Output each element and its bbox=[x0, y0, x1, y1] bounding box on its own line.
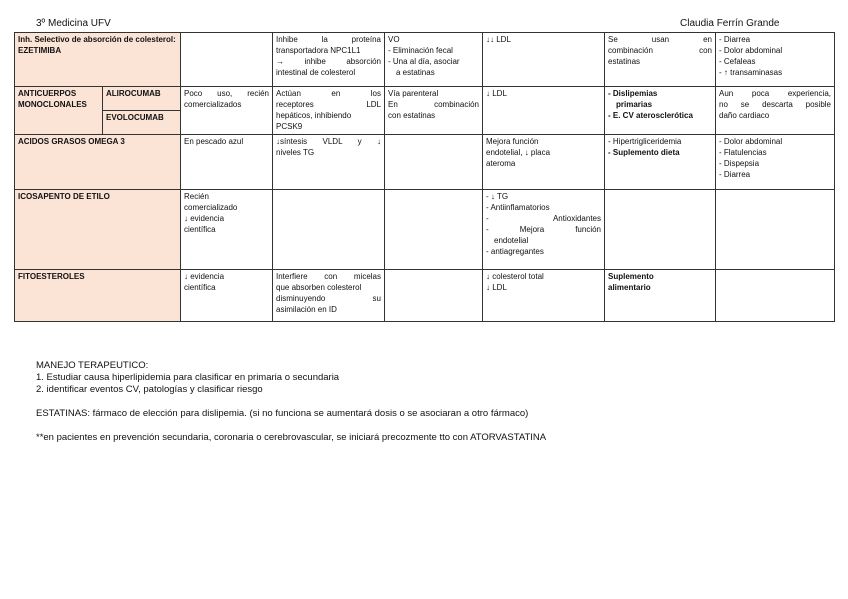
indication-cell: - Hipertrigliceridemia - Suplemento dieta bbox=[605, 135, 716, 190]
table-row bbox=[15, 135, 835, 190]
notes-item-2: 2. identificar eventos CV, patologías y clasificar riesgo bbox=[36, 384, 263, 395]
drug-label: ACIDOS GRASOS OMEGA 3 bbox=[15, 135, 181, 190]
notes-item-1: 1. Estudiar causa hiperlipidemia para clasificar en primaria o secundaria bbox=[36, 372, 340, 383]
prevencion-note: **en pacientes en prevención secundaria, coronaria o cerebrovascular, se iniciará precozmente tto con ATORVASTATINA bbox=[36, 432, 547, 443]
effect-cell: ↓ LDL bbox=[483, 87, 605, 135]
mechanism-cell: ↓síntesis VLDL y ↓ niveles TG bbox=[273, 135, 385, 190]
drug-table bbox=[14, 32, 835, 322]
admin-cell: VO - Eliminación fecal - Una al día, asociar a estatinas bbox=[385, 33, 483, 87]
table-row bbox=[15, 87, 835, 111]
indication-cell: Se usan en combinación con estatinas bbox=[605, 33, 716, 87]
mechanism-cell: Actúan en los receptores LDL hepáticos, inhibiendo PCSK9 bbox=[273, 87, 385, 135]
drug-label: FITOESTEROLES bbox=[15, 270, 181, 322]
table-row bbox=[15, 33, 835, 87]
adverse-cell bbox=[716, 190, 835, 270]
indication-cell bbox=[605, 190, 716, 270]
table-row bbox=[15, 270, 835, 322]
drug-label: ICOSAPENTO DE ETILO bbox=[15, 190, 181, 270]
drug-sublabel: ALIROCUMAB bbox=[103, 87, 181, 111]
indication-cell: Suplemento alimentario bbox=[605, 270, 716, 322]
adverse-cell: - Diarrea - Dolor abdominal - Cefaleas - ↑ transaminasas bbox=[716, 33, 835, 87]
info-cell: Recién comercializado ↓ evidencia científica bbox=[181, 190, 273, 270]
effect-cell: ↓ colesterol total ↓ LDL bbox=[483, 270, 605, 322]
spacer bbox=[36, 396, 546, 408]
indication-cell: - Dislipemias primarias - E. CV aterosclerótica bbox=[605, 87, 716, 135]
notes-section bbox=[36, 360, 546, 444]
notes-title: MANEJO TERAPEUTICO: bbox=[36, 360, 149, 371]
info-cell: En pescado azul bbox=[181, 135, 273, 190]
mechanism-cell: Interfiere con micelas que absorben colesterol disminuyendo su asimilación en ID bbox=[273, 270, 385, 322]
table-row bbox=[15, 190, 835, 270]
effect-cell: ↓↓ LDL bbox=[483, 33, 605, 87]
effect-cell: - ↓ TG - Antiinflamatorios - Antioxidantes - Mejora función endotelial - antiagregantes bbox=[483, 190, 605, 270]
drug-label: Inh. Selectivo de absorción de colesterol: EZETIMIBA bbox=[15, 33, 181, 87]
admin-cell bbox=[385, 135, 483, 190]
effect-cell: Mejora función endotelial, ↓ placa ateroma bbox=[483, 135, 605, 190]
drug-label: ANTICUERPOS MONOCLONALES bbox=[15, 87, 103, 135]
admin-cell bbox=[385, 190, 483, 270]
author-header: Claudia Ferrín Grande bbox=[680, 18, 780, 29]
adverse-cell: - Dolor abdominal - Flatulencias - Dispepsia - Diarrea bbox=[716, 135, 835, 190]
drug-sublabel: EVOLOCUMAB bbox=[103, 111, 181, 135]
info-cell: ↓ evidencia científica bbox=[181, 270, 273, 322]
admin-cell bbox=[385, 270, 483, 322]
info-cell: Poco uso, recién comercializados bbox=[181, 87, 273, 135]
adverse-cell: Aun poca experiencia, no se descarta posible daño cardiaco bbox=[716, 87, 835, 135]
adverse-cell bbox=[716, 270, 835, 322]
mechanism-cell bbox=[273, 190, 385, 270]
admin-cell: Vía parenteral En combinación con estatinas bbox=[385, 87, 483, 135]
course-header: 3º Medicina UFV bbox=[36, 18, 111, 29]
mechanism-cell: Inhibe la proteína transportadora NPC1L1 → inhibe absorción intestinal de colesterol bbox=[273, 33, 385, 87]
info-cell bbox=[181, 33, 273, 87]
estatinas-note: ESTATINAS: fármaco de elección para dislipemia. (si no funciona se aumentará dosis o se asociaran a otro fármaco) bbox=[36, 408, 529, 419]
spacer bbox=[36, 420, 546, 432]
